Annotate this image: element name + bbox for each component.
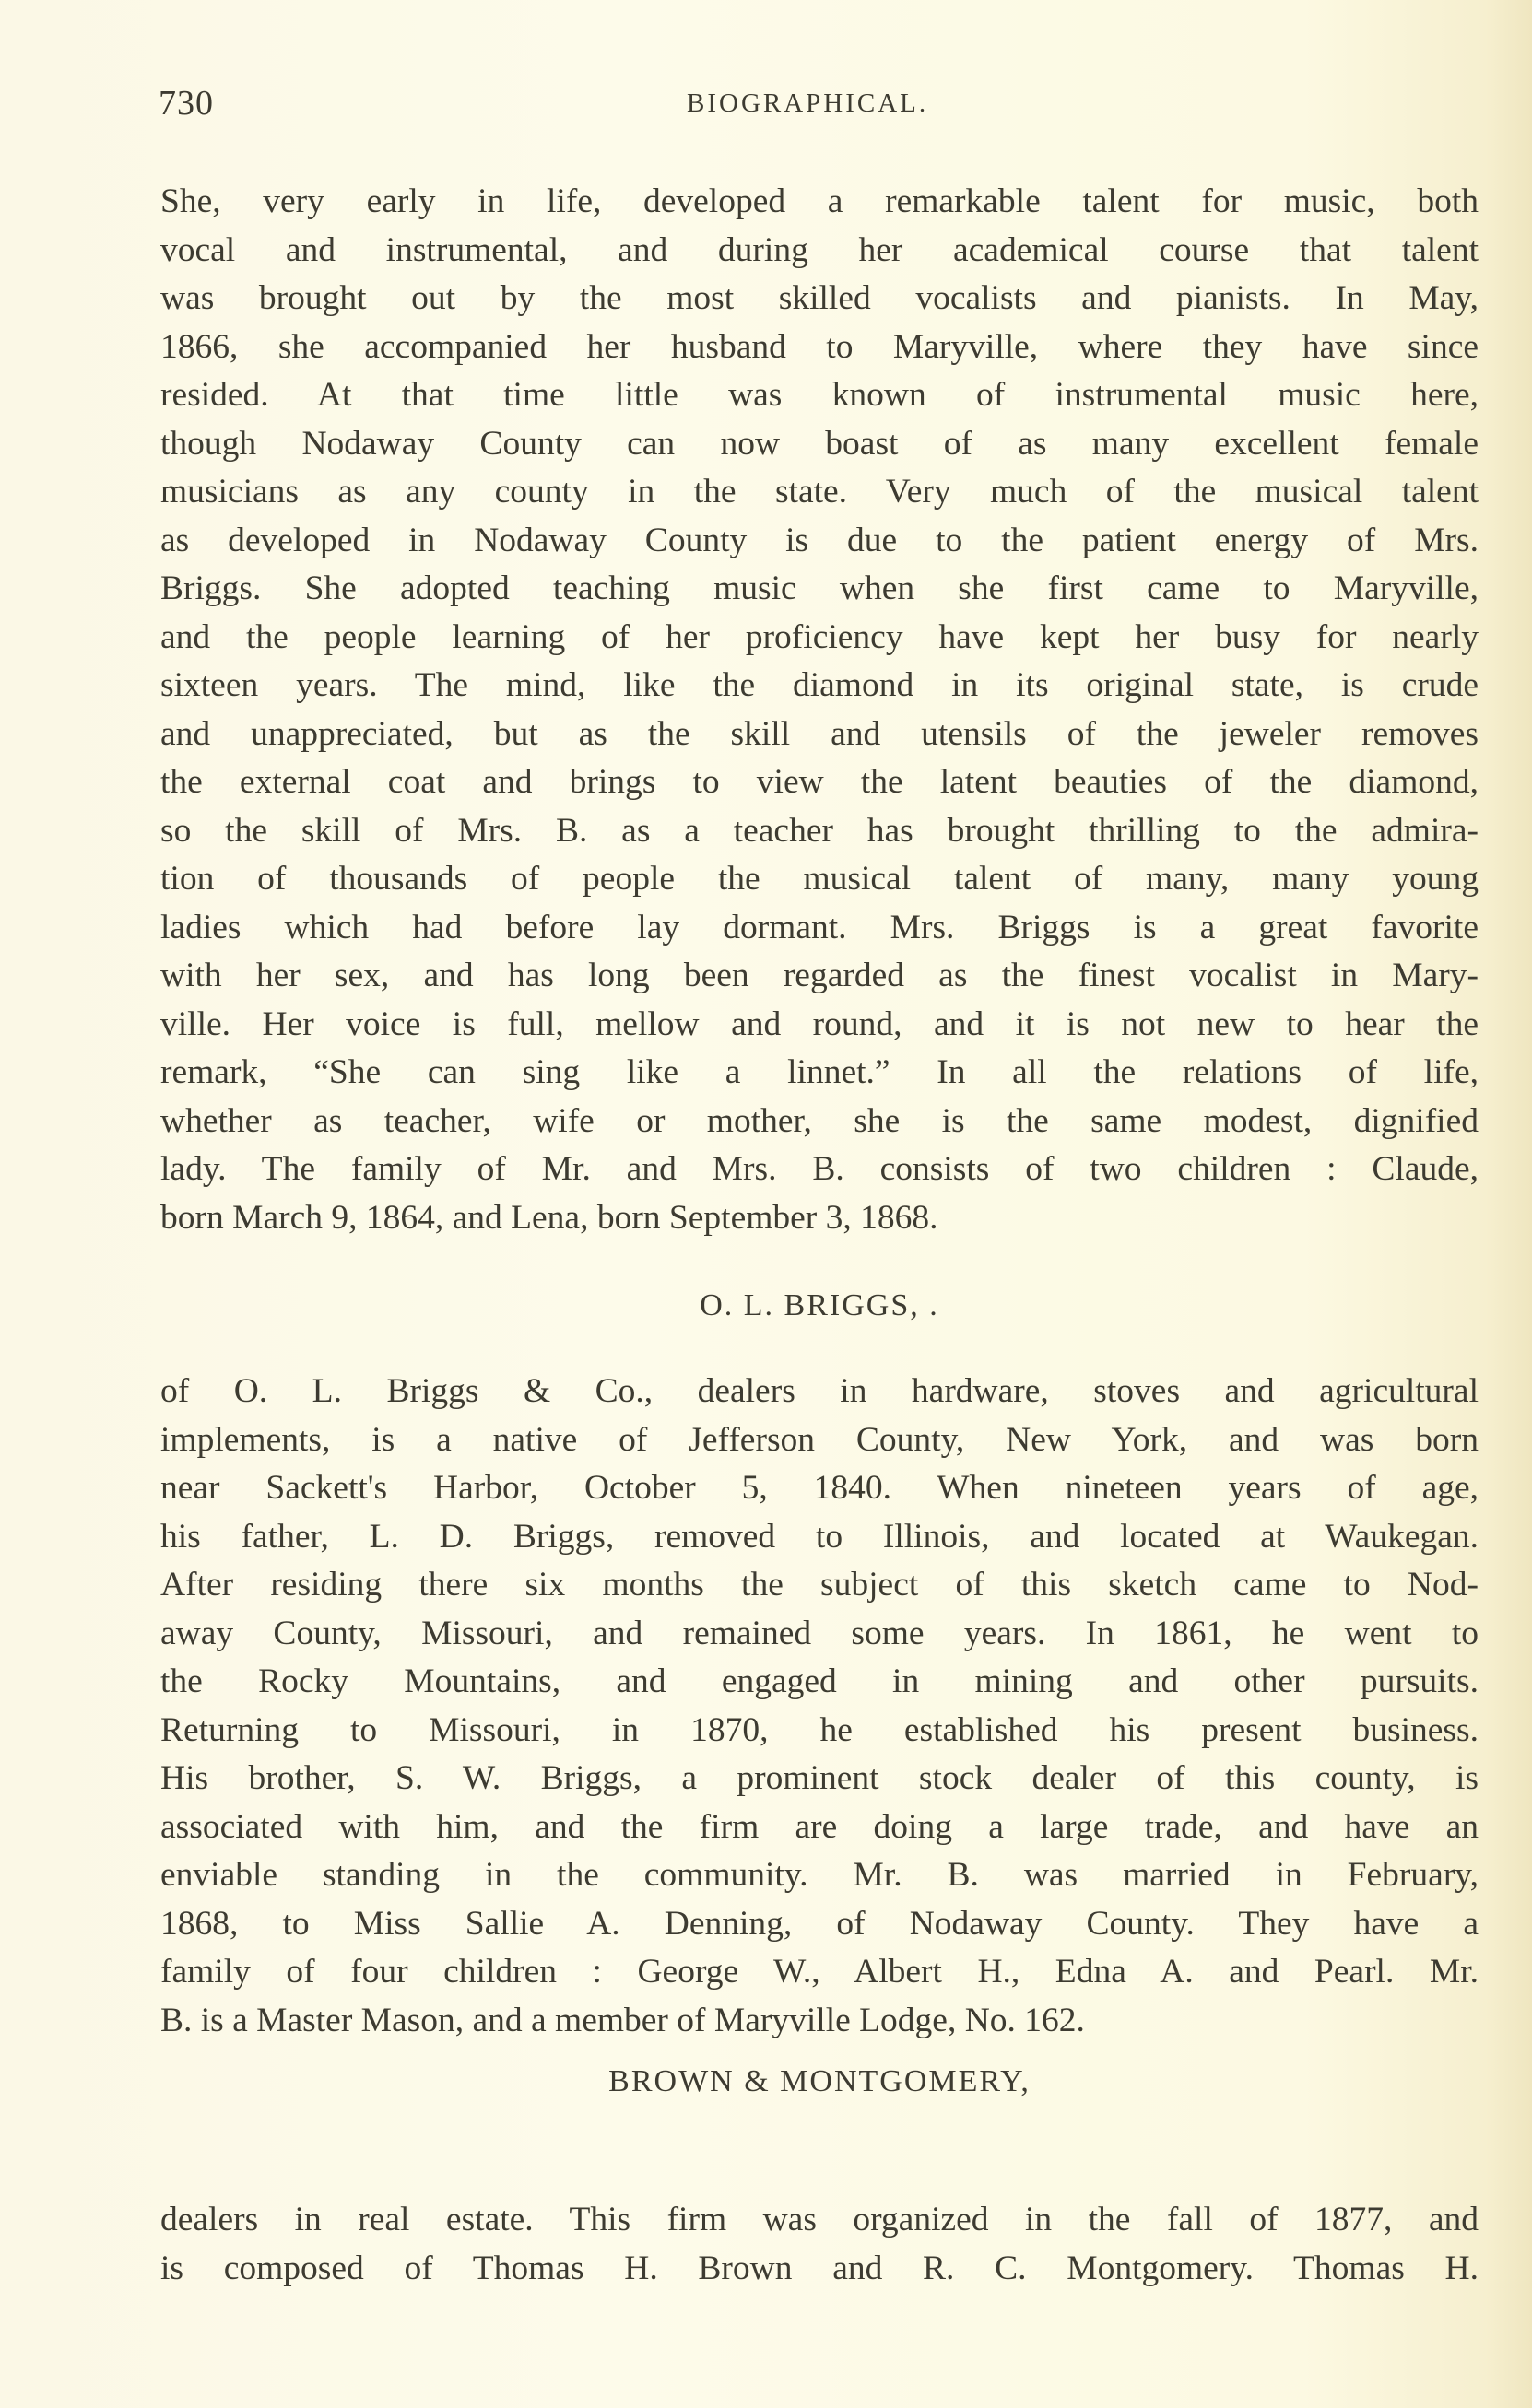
text-line: B. is a Master Mason, and a member of Maryville Lodge, No. 162. xyxy=(160,2001,1085,2039)
text-line: ville. Her voice is full, mellow and round, and it is not new to hear the xyxy=(160,1004,1479,1043)
text-line: vocal and instrumental, and during her academical course that talent xyxy=(160,230,1479,269)
paragraph-ol-briggs xyxy=(160,1368,1479,2045)
text-line: tion of thousands of people the musical talent of many, many young xyxy=(160,860,1479,898)
text-line: sixteen years. The mind, like the diamond in its original state, is crude xyxy=(160,666,1479,704)
text-line: though Nodaway County can now boast of as many excellent female xyxy=(160,424,1479,463)
text-line: ladies which had before lay dormant. Mrs. Briggs is a great favorite xyxy=(160,908,1479,946)
text-line: near Sackett's Harbor, October 5, 1840. When nineteen years of age, xyxy=(160,1469,1479,1507)
text-line: of O. L. Briggs & Co., dealers in hardware, stoves and agricultural xyxy=(160,1372,1479,1410)
text-line: dealers in real estate. This firm was organized in the fall of 1877, and xyxy=(160,2201,1479,2238)
text-line: musicians as any county in the state. Very much of the musical talent xyxy=(160,473,1479,511)
text-line: is composed of Thomas H. Brown and R. C. Montgomery. Thomas H. xyxy=(160,2249,1479,2287)
paragraph-mrs-briggs xyxy=(160,178,1479,1242)
text-line: was brought out by the most skilled vocalists and pianists. In May, xyxy=(160,279,1479,317)
text-line: family of four children : George W., Albert H., Edna A. and Pearl. Mr. xyxy=(160,1953,1479,1991)
text-line: remark, “She can sing like a linnet.” In all the relations of life, xyxy=(160,1053,1479,1091)
text-line: the Rocky Mountains, and engaged in mining and other pursuits. xyxy=(160,1662,1479,1700)
text-line: 1866, she accompanied her husband to Maryville, where they have since xyxy=(160,327,1479,366)
text-line: His brother, S. W. Briggs, a prominent stock dealer of this county, is xyxy=(160,1759,1479,1797)
text-line: She, very early in life, developed a remarkable talent for music, both xyxy=(160,182,1479,220)
text-line: born March 9, 1864, and Lena, born September 3, 1868. xyxy=(160,1198,938,1237)
page-number: 730 xyxy=(159,84,214,123)
section-heading-ol-briggs: O. L. BRIGGS, . xyxy=(700,1288,939,1322)
text-line: the external coat and brings to view the latent beauties of the diamond, xyxy=(160,763,1479,801)
text-line: and the people learning of her proficiency have kept her busy for nearly xyxy=(160,617,1479,656)
text-line: with her sex, and has long been regarded as the finest vocalist in Mary- xyxy=(160,957,1479,994)
text-line: away County, Missouri, and remained some years. In 1861, he went to xyxy=(160,1614,1479,1652)
section-heading-brown-montgomery: BROWN & MONTGOMERY, xyxy=(608,2064,1031,2098)
text-line: associated with him, and the firm are doing a large trade, and have an xyxy=(160,1807,1479,1846)
text-line: After residing there six months the subject of this sketch came to Nod- xyxy=(160,1566,1479,1603)
text-line: his father, L. D. Briggs, removed to Illinois, and located at Waukegan. xyxy=(160,1517,1479,1556)
text-line: as developed in Nodaway County is due to the patient energy of Mrs. xyxy=(160,521,1479,559)
text-line: Returning to Missouri, in 1870, he established his present business. xyxy=(160,1710,1479,1749)
running-head xyxy=(159,83,1477,129)
text-line: enviable standing in the community. Mr. B. was married in February, xyxy=(160,1856,1479,1894)
running-title: BIOGRAPHICAL. xyxy=(687,88,929,118)
text-line: implements, is a native of Jefferson County, New York, and was born xyxy=(160,1420,1479,1459)
text-line: Briggs. She adopted teaching music when she first came to Maryville, xyxy=(160,570,1479,607)
paragraph-brown-montgomery xyxy=(160,2196,1479,2293)
text-line: whether as teacher, wife or mother, she is the same modest, dignified xyxy=(160,1101,1479,1140)
text-line: and unappreciated, but as the skill and utensils of the jeweler removes xyxy=(160,714,1479,753)
text-line: 1868, to Miss Sallie A. Denning, of Nodaway County. They have a xyxy=(160,1904,1479,1943)
text-line: resided. At that time little was known of instrumental music here, xyxy=(160,376,1479,414)
text-line: so the skill of Mrs. B. as a teacher has brought thrilling to the admira- xyxy=(160,811,1479,850)
text-line: lady. The family of Mr. and Mrs. B. consists of two children : Claude, xyxy=(160,1150,1479,1188)
